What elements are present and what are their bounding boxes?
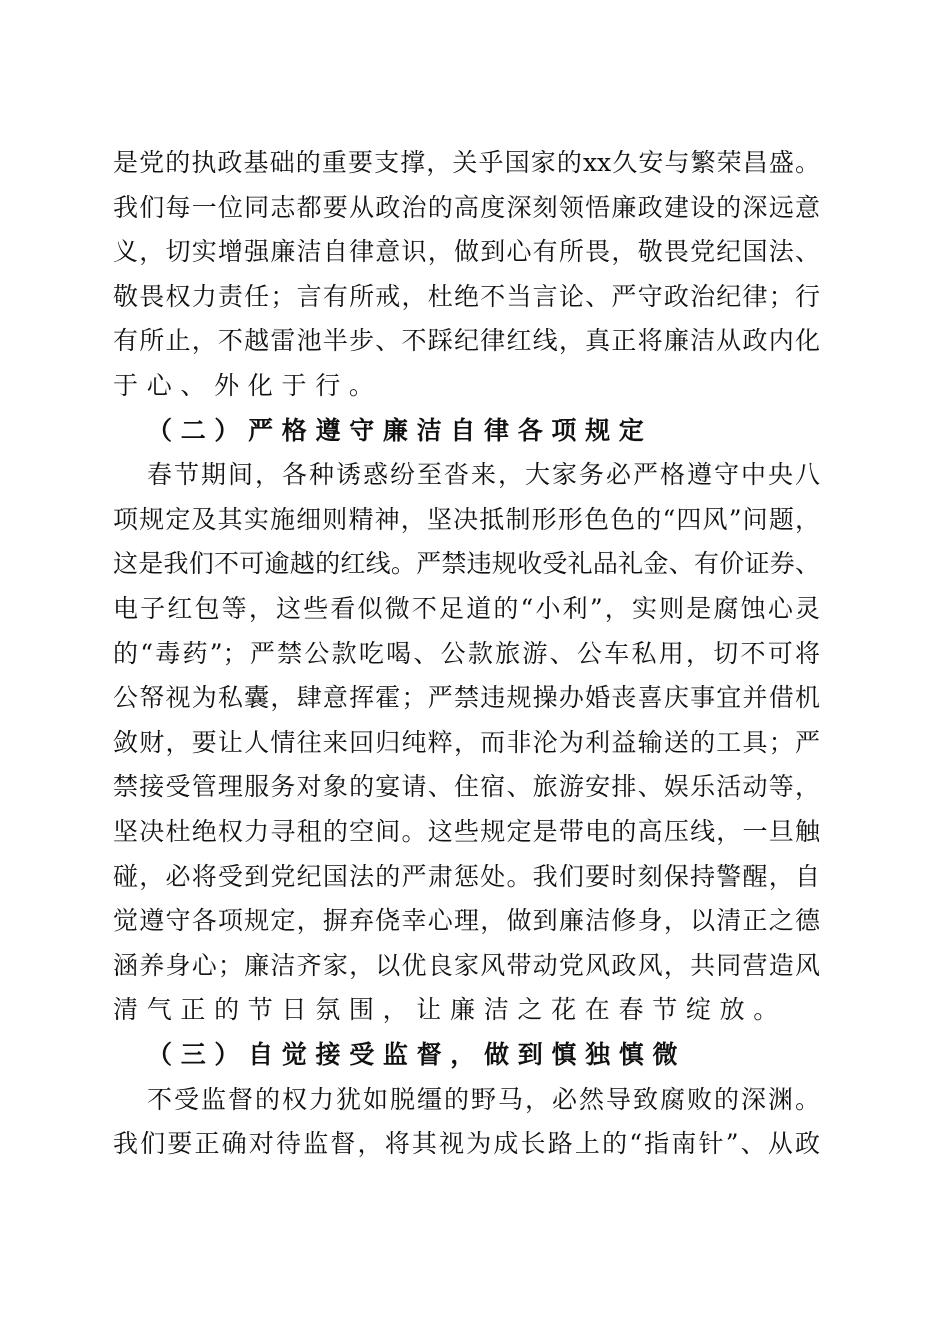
text-line: 涵养身心；廉洁齐家，以优良家风带动党风政风，共同营造风 [113,950,820,980]
text-line: 我们要正确对待监督，将其视为成长路上的“指南针”、从政 [113,1129,820,1159]
text-line: 碰，必将受到党纪国法的严肃惩处。我们要时刻保持警醒，自 [113,861,820,891]
text-line: 项规定及其实施细则精神，坚决抵制形形色色的“四风”问题， [113,504,820,534]
text-line: 于心、外化于行。 [113,371,383,400]
text-line: 的“毒药”；严禁公款吃喝、公款旅游、公车私用，切不可将 [113,638,820,668]
text-line: 春节期间，各种诱惑纷至沓来，大家务必严格遵守中央八 [147,460,820,490]
text-line: 敬畏权力责任；言有所戒，杜绝不当言论、严守政治纪律；行 [113,281,820,311]
text-line: 义，切实增强廉洁自律意识，做到心有所畏，敬畏党纪国法、 [113,237,820,267]
text-line: 敛财，要让人情往来回归纯粹，而非沦为利益输送的工具；严 [113,727,820,757]
text-line: 清气正的节日氛围，让廉洁之花在春节绽放。 [113,995,788,1025]
section-heading: （二）严格遵守廉洁自律各项规定 [147,415,653,445]
text-line: 坚决杜绝权力寻租的空间。这些规定是带电的高压线，一旦触 [113,817,820,846]
text-line: 禁接受管理服务对象的宴请、住宿、旅游安排、娱乐活动等， [113,772,820,802]
text-line: 觉遵守各项规定，摒弃侥幸心理，做到廉洁修身，以清正之德 [113,906,820,936]
text-line: 有所止，不越雷池半步、不踩纪律红线，真正将廉洁从政内化 [113,326,820,356]
text-line: 我们每一位同志都要从政治的高度深刻领悟廉政建设的深远意 [113,192,820,222]
section-heading: （三）自觉接受监督，做到慎独慎微 [147,1040,687,1069]
text-line: 电子红包等，这些看似微不足道的“小利”，实则是腐蚀心灵 [113,594,820,623]
text-line: 公帑视为私囊，肆意挥霍；严禁违规操办婚丧喜庆事宜并借机 [113,683,820,713]
text-line: 是党的执政基础的重要支撑，关乎国家的xx久安与繁荣昌盛。 [113,148,820,177]
text-line: 不受监督的权力犹如脱缰的野马，必然导致腐败的深渊。 [147,1084,820,1114]
text-line: 这是我们不可逾越的红线。严禁违规收受礼品礼金、有价证券、 [113,549,820,579]
